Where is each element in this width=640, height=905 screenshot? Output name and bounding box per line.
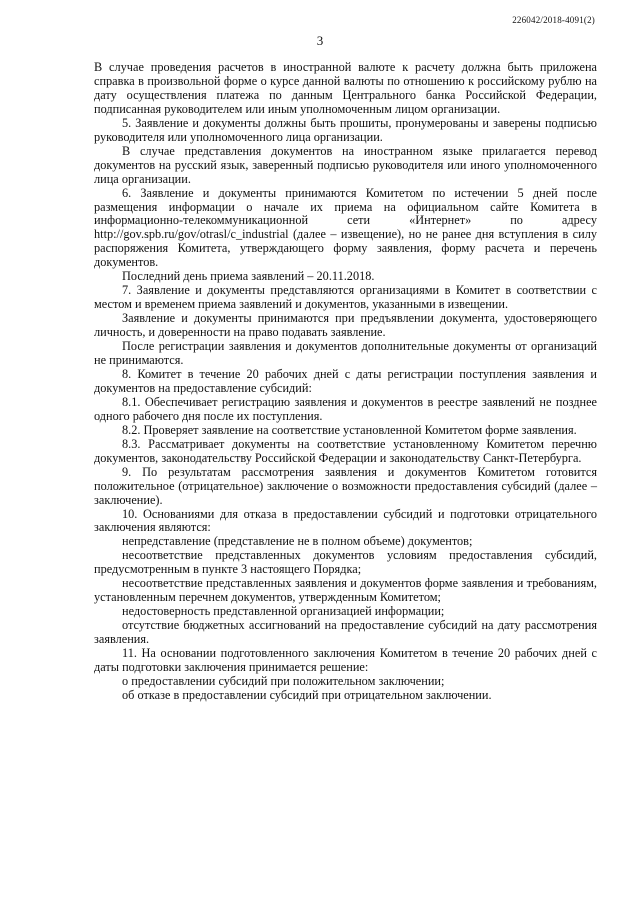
paragraph-6: 6. Заявление и документы принимаются Комитетом по истечении 5 дней после размещения информации о начале их приема на официальном сайте Комитета в информационно-телекоммуникационной сети «Интернет» по адресу http://gov.spb.ru/gov/otrasl/c_industrial (далее – извещение), но не ранее дня вступления в силу распоряжения Комитета, утверждающего форму заявления, форму расчета и перечень документов. bbox=[94, 185, 597, 270]
paragraph-10-item-1: непредставление (представление не в полном объеме) документов; bbox=[122, 534, 473, 549]
paragraph-8-1: 8.1. Обеспечивает регистрацию заявления и документов в реестре заявлений не позднее одного рабочего дня после их поступления. bbox=[94, 394, 597, 423]
paragraph-10-item-3: несоответствие представленных заявления и документов форме заявления и требованиям, установленным перечнем документов, утвержденным Комитетом; bbox=[94, 576, 597, 605]
paragraph-8-3: 8.3. Рассматривает документы на соответствие установленному Комитетом перечню документов, законодательству Российской Федерации и законодательству Санкт-Петербурга. bbox=[94, 436, 597, 465]
paragraph-10-item-2: несоответствие представленных документов условиям предоставления субсидий, предусмотренным в пункте 3 настоящего Порядка; bbox=[94, 548, 597, 577]
paragraph-10-item-5: отсутствие бюджетных ассигнований на предоставление субсидий на дату рассмотрения заявления. bbox=[94, 618, 597, 647]
paragraph-8-2: 8.2. Проверяет заявление на соответствие установленной Комитетом форме заявления. bbox=[122, 422, 577, 437]
document-id: 226042/2018-4091(2) bbox=[512, 15, 595, 25]
paragraph-10-item-4: недостоверность представленной организацией информации; bbox=[122, 604, 445, 619]
paragraph-11-item-1: о предоставлении субсидий при положительном заключении; bbox=[122, 673, 445, 688]
paragraph-11-item-2: об отказе в предоставлении субсидий при отрицательном заключении. bbox=[122, 687, 492, 702]
paragraph-after-registration: После регистрации заявления и документов дополнительные документы от организаций не принимаются. bbox=[94, 339, 597, 368]
paragraph-11: 11. На основании подготовленного заключения Комитетом в течение 20 рабочих дней с даты подготовки заключения принимается решение: bbox=[94, 646, 597, 674]
paragraph-9: 9. По результатам рассмотрения заявления и документов Комитетом готовится положительное (отрицательное) заключение о возможности предоставления субсидий (далее – заключение). bbox=[94, 464, 597, 507]
paragraph-foreign-language: В случае представления документов на иностранном языке прилагается перевод документов на русский язык, заверенный подписью руководителя или иного уполномоченного лица организации. bbox=[94, 143, 597, 186]
paragraph-7: 7. Заявление и документы представляются организациями в Комитет в соответствии с местом и временем приема заявлений и документов, указанными в извещении. bbox=[94, 283, 597, 312]
paragraph-identity: Заявление и документы принимаются при предъявлении документа, удостоверяющего личность, и доверенности на право подавать заявление. bbox=[94, 311, 597, 340]
document-body bbox=[94, 61, 597, 703]
paragraph-8: 8. Комитет в течение 20 рабочих дней с даты регистрации поступления заявления и документов на предоставление субсидий: bbox=[94, 366, 597, 395]
page-number: 3 bbox=[316, 33, 324, 48]
paragraph-last-day: Последний день приема заявлений – 20.11.2018. bbox=[122, 269, 375, 284]
paragraph-5: 5. Заявление и документы должны быть прошиты, пронумерованы и заверены подписью руководителя или уполномоченного лица организации. bbox=[94, 115, 597, 144]
paragraph-currency-certificate: В случае проведения расчетов в иностранной валюте к расчету должна быть приложена справка в произвольной форме о курсе данной валюты по отношению к российскому рублю на дату осуществления платежа по данным Центрального банка Российской Федерации, подписанная руководителем или иным уполномоченным лицом организации. bbox=[94, 60, 597, 116]
paragraph-10: 10. Основаниями для отказа в предоставлении субсидий и подготовки отрицательного заключения являются: bbox=[94, 506, 597, 535]
